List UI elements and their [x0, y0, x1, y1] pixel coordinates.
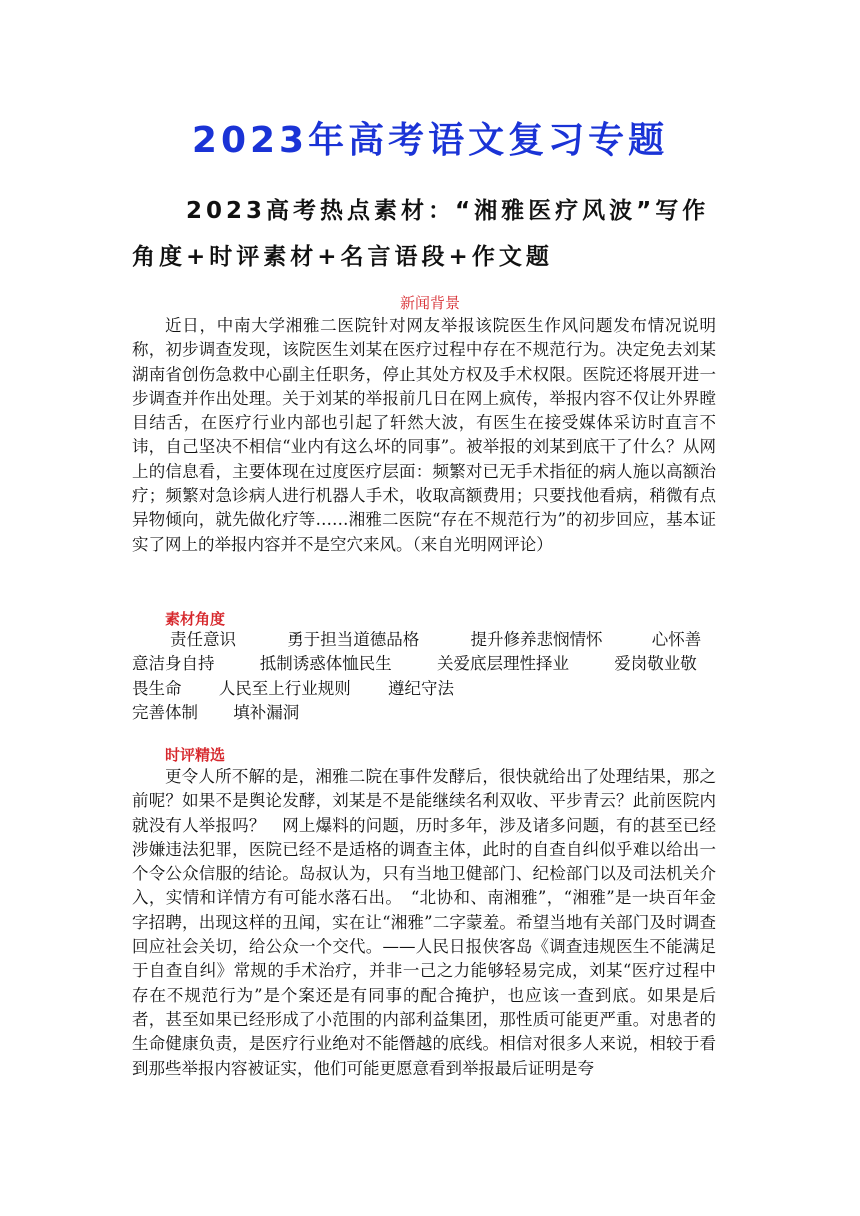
angle-item: 心怀善: [651, 630, 702, 649]
material-angles-list: [132, 628, 722, 725]
article-subtitle: 2023高考热点素材：“湘雅医疗风波”写作角度+时评素材+名言语段+作文题: [132, 198, 710, 270]
news-background-paragraph: 近日，中南大学湘雅二医院针对网友举报该院医生作风问题发布情况说明称，初步调查发现，该院医生刘某在医疗过程中存在不规范行为。决定免去刘某湖南省创伤急救中心副主任职务，停止其处方权及手术权限。医院还将展开进一步调查并作出处理。关于刘某的举报前几日在网上疯传，举报内容不仅让外界瞠目结舌，在医疗行业内部也引起了轩然大波，有医生在接受媒体采访时直言不讳，自己坚决不相信“业内有这么坏的同事”。被举报的刘某到底干了什么？从网上的信息看，主要体现在过度医疗层面：频繁对已无手术指征的病人施以高额治疗；频繁对急诊病人进行机器人手术，收取高额费用；只要找他看病，稍微有点异物倾向，就先做化疗等……湘雅二医院“存在不规范行为”的初步回应，基本证实了网上的举报内容并不是空穴来风。（来自光明网评论）: [132, 316, 716, 554]
angle-item: 填补漏洞: [233, 702, 300, 722]
angle-item: 提升修养悲悯情怀: [470, 630, 603, 649]
angle-item: 人民至上行业规则: [218, 678, 351, 698]
angle-item: 责任意识: [170, 630, 236, 649]
document-main-title: 2023年高考语文复习专题: [191, 120, 669, 161]
material-angles-heading: 素材角度: [165, 610, 226, 628]
angles-line-2: [132, 652, 722, 676]
angles-line-1: [132, 628, 722, 652]
angle-item: 遵纪守法: [388, 678, 454, 698]
angle-item: 抵制诱惑体恤民生: [259, 654, 392, 674]
news-background-heading: 新闻背景: [399, 294, 460, 312]
commentary-paragraph: 更令人所不解的是，湘雅二院在事件发酵后，很快就给出了处理结果，那之前呢？如果不是舆论发酵，刘某是不是能继续名利双收、平步青云？此前医院内就没有人举报吗？ 网上爆料的问题，历时多年，涉及诸多问题，有的甚至已经涉嫌违法犯罪，医院已经不是适格的调查主体，此时的自查自纠似乎难以给出一个令公众信服的结论。岛叔认为，只有当地卫健部门、纪检部门以及司法机关介入，实情和详情方有可能水落石出。 “北协和、南湘雅”，“湘雅”是一块百年金字招聘，出现这样的丑闻，实在让“湘雅”二字蒙羞。希望当地有关部门及时调查回应社会关切，给公众一个交代。——人民日报侠客岛《调查违规医生不能满足于自查自纠》常规的手术治疗，并非一己之力能够轻易完成，刘某“医疗过程中存在不规范行为”是个案还是有同事的配合掩护，也应该一查到底。如果是后者，甚至如果已经形成了小范围的内部利益集团，那性质可能更严重。对患者的生命健康负责，是医疗行业绝对不能僭越的底线。相信对很多人来说，相较于看到那些举报内容被证实，他们可能更愿意看到举报最后证明是夸: [132, 767, 716, 1078]
angle-item: 关爱底层理性择业: [437, 654, 569, 674]
angle-item: 意洁身自持: [132, 654, 215, 674]
angle-item: 完善体制: [132, 702, 198, 722]
angle-item: 畏生命: [132, 678, 182, 698]
angle-item: 勇于担当道德品格: [287, 630, 420, 649]
angles-line-4: [132, 701, 722, 725]
commentary-heading: 时评精选: [165, 746, 226, 764]
angles-line-3: [132, 677, 722, 701]
angle-item: 爱岗敬业敬: [614, 654, 697, 674]
